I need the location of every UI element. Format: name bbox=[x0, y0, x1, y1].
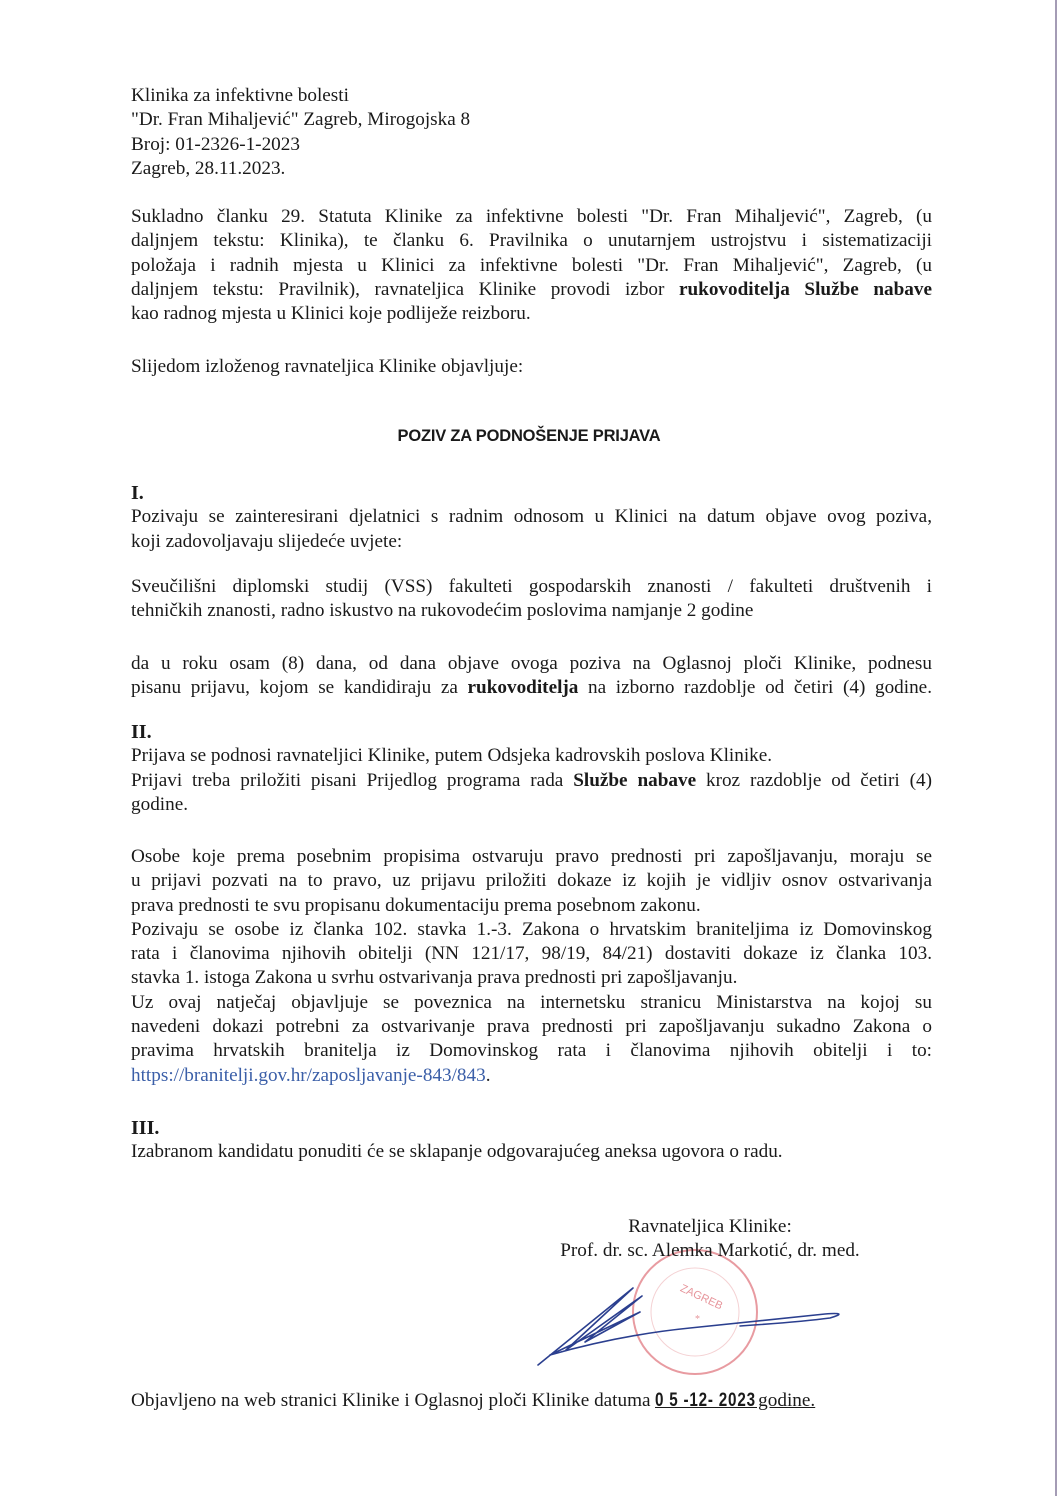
deadline-paragraph bbox=[131, 652, 932, 701]
position-title: rukovoditelja bbox=[467, 677, 579, 699]
announcement bbox=[131, 355, 932, 379]
position-title: rukovoditelja Službe nabave bbox=[678, 278, 932, 300]
deadline-text: pisanu prijavu, kojom se kandidiraju za bbox=[131, 677, 468, 699]
section-numeral: III. bbox=[131, 1117, 160, 1139]
priority-line: u prijavi pozvati na to pravo, uz prijavu priložiti dokaze iz kojih je vidljiv osnov ostvarivanja bbox=[131, 870, 932, 892]
priority-rights-paragraph bbox=[131, 845, 932, 1088]
priority-line: Uz ovaj natječaj objavljuje se poveznica na internetsku stranicu Ministarstva na kojoj su bbox=[131, 991, 932, 1013]
section-3 bbox=[131, 1116, 932, 1165]
institution-address: "Dr. Fran Mihaljević" Zagreb, Mirogojska 8 bbox=[131, 109, 471, 131]
section-line: Prijava se podnosi ravnateljici Klinike, putem Odsjeka kadrovskih poslova Klinike. bbox=[131, 745, 773, 767]
requirements-line: Sveučilišni diplomski studij (VSS) fakulteti gospodarskih znanosti / fakulteti društvenih i bbox=[131, 576, 932, 597]
priority-line: Pozivaju se osobe iz članka 102. stavka 1.-3. Zakona o hrvatskim braniteljima iz Domovinskog bbox=[131, 918, 932, 940]
page-edge bbox=[1055, 0, 1057, 1496]
signer-name: Prof. dr. sc. Alemka Markotić, dr. med. bbox=[560, 1240, 860, 1261]
reference-number: Broj: 01-2326-1-2023 bbox=[131, 133, 300, 155]
stamp-text: ZAGREB bbox=[678, 1282, 725, 1313]
deadline-line: da u roku osam (8) dana, od dana objave ovoga poziva na Oglasnoj ploči Klinike, podnesu bbox=[131, 653, 932, 674]
department-name: Službe nabave bbox=[573, 769, 697, 791]
place-date: Zagreb, 28.11.2023. bbox=[131, 157, 286, 179]
document-title: POZIV ZA PODNOŠENJE PRIJAVA bbox=[397, 427, 661, 445]
deadline-line bbox=[131, 676, 932, 700]
intro-line: Sukladno članku 29. Statuta Klinike za infektivne bolesti "Dr. Fran Mihaljević", Zagreb, (u bbox=[131, 206, 932, 227]
requirements-line: tehničkih znanosti, radno iskustvo na rukovodećim poslovima namjanje 2 godine bbox=[131, 600, 754, 622]
requirements-paragraph bbox=[131, 575, 932, 624]
svg-text:*: * bbox=[695, 1314, 700, 1325]
intro-line: položaja i radnih mjesta u Klinici za infektivne bolesti "Dr. Fran Mihaljević", Zagreb, (u bbox=[131, 254, 932, 276]
section-line: godine. bbox=[131, 793, 189, 815]
announcement-text: Slijedom izloženog ravnateljica Klinike objavljuje: bbox=[131, 356, 524, 377]
intro-line: kao radnog mjesta u Klinici koje podliježe reizboru. bbox=[131, 303, 531, 325]
letterhead bbox=[131, 84, 932, 181]
section-line: Pozivaju se zainteresirani djelatnici s radnim odnosom u Klinici na datum objave ovog poziva, bbox=[131, 506, 932, 528]
priority-line: rata i članovima njihovih obitelji (NN 121/17, 98/19, 84/21) dostaviti dokaze iz članka 103. bbox=[131, 943, 932, 965]
section-line: koji zadovoljavaju slijedeće uvjete: bbox=[131, 530, 403, 552]
signer-role: Ravnateljica Klinike: bbox=[628, 1216, 792, 1237]
section-text: kroz razdoblje od četiri (4) bbox=[696, 769, 932, 791]
link-suffix: . bbox=[485, 1064, 491, 1086]
section-numeral: II. bbox=[131, 721, 152, 743]
section-line bbox=[131, 769, 932, 793]
section-numeral: I. bbox=[131, 482, 144, 504]
publication-note bbox=[131, 1390, 815, 1412]
priority-line: navedeni dokazi potrebni za ostvarivanje prava prednosti pri zapošljavanju sukadno Zakona o bbox=[131, 1016, 932, 1038]
priority-line bbox=[131, 1064, 932, 1088]
publication-date-stamp: 0 5 -12- 2023 bbox=[655, 1390, 757, 1411]
ministry-link[interactable]: https://branitelji.gov.hr/zaposljavanje-843/843 bbox=[131, 1064, 486, 1086]
intro-paragraph bbox=[131, 205, 932, 326]
priority-line: pravima hrvatskih branitelja iz Domovinskog rata i članovima njihovih obitelji i to: bbox=[131, 1040, 932, 1062]
intro-line: daljnjem tekstu: Klinika), te članku 6. Pravilnika o unutarnjem ustrojstvu i sistematizaciji bbox=[131, 230, 932, 252]
publication-suffix: godine. bbox=[753, 1390, 816, 1411]
publication-text: Objavljeno na web stranici Klinike i Oglasnoj ploči Klinike datuma bbox=[131, 1390, 656, 1411]
deadline-text: na izborno razdoblje od četiri (4) godine. bbox=[578, 677, 932, 699]
priority-line: stavka 1. istoga Zakona u svrhu ostvarivanja prava prednosti pri zapošljavanju. bbox=[131, 967, 738, 989]
intro-text: daljnjem tekstu: Pravilnik), ravnateljica Klinike provodi izbor bbox=[131, 278, 679, 300]
priority-line: prava prednosti te svu propisanu dokumentaciju prema posebnom zakonu. bbox=[131, 894, 701, 916]
section-1 bbox=[131, 481, 932, 554]
section-text: Prijavi treba priložiti pisani Prijedlog programa rada bbox=[131, 769, 574, 791]
handwritten-signature-icon bbox=[530, 1280, 860, 1370]
institution-name: Klinika za infektivne bolesti bbox=[131, 85, 349, 106]
signature-block bbox=[500, 1215, 920, 1263]
intro-line bbox=[131, 278, 932, 302]
section-line: Izabranom kandidatu ponuditi će se sklapanje odgovarajućeg aneksa ugovora o radu. bbox=[131, 1141, 783, 1163]
section-2 bbox=[131, 720, 932, 817]
priority-line: Osobe koje prema posebnim propisima ostvaruju pravo prednosti pri zapošljavanju, moraju se bbox=[131, 846, 932, 867]
